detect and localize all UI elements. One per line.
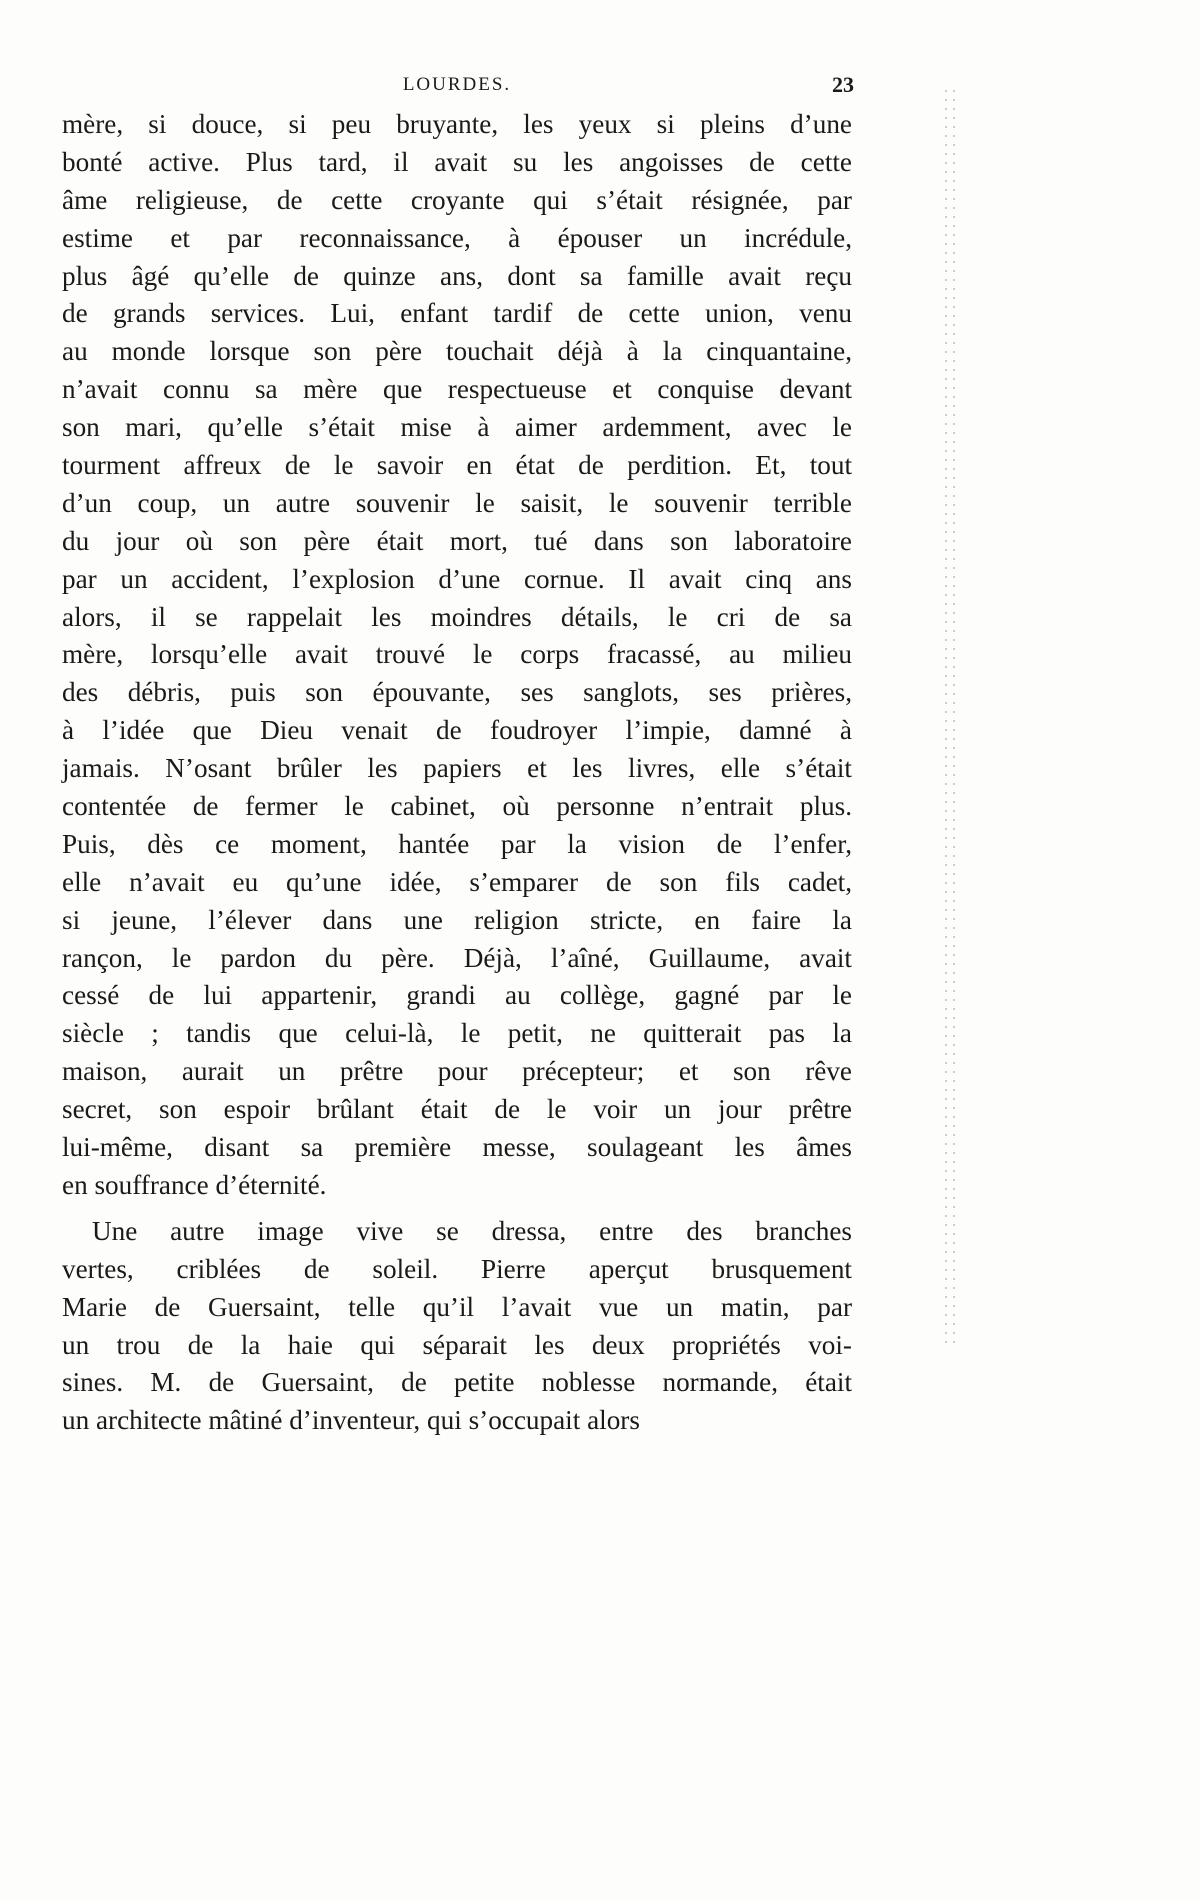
- text-line: si jeune, l’élever dans une religion stricte, en faire la: [62, 904, 852, 935]
- text-line: cessé de lui appartenir, grandi au collège, gagné par le: [62, 980, 852, 1011]
- text-line: maison, aurait un prêtre pour précepteur; et son rêve: [62, 1056, 852, 1087]
- text-line: en souffrance d’éternité.: [62, 1169, 327, 1200]
- paragraph: [62, 106, 852, 1205]
- paragraph-gap: [62, 1205, 852, 1213]
- text-line: mère, si douce, si peu bruyante, les yeux si pleins d’une: [62, 109, 852, 139]
- paragraph: [62, 1213, 852, 1440]
- text-line: estime et par reconnaissance, à épouser un incrédule,: [62, 222, 852, 253]
- text-line: lui-même, disant sa première messe, soulageant les âmes: [62, 1132, 852, 1163]
- text-line: vertes, criblées de soleil. Pierre aperçut brusquement: [62, 1253, 852, 1284]
- text-line: n’avait connu sa mère que respectueuse et conquise devant: [62, 374, 852, 405]
- text-line: au monde lorsque son père touchait déjà à la cinquantaine,: [62, 336, 852, 367]
- text-line: d’un coup, un autre souvenir le saisit, le souvenir terrible: [62, 487, 852, 518]
- text-line: tourment affreux de le savoir en état de perdition. Et, tout: [62, 450, 852, 481]
- text-line: Marie de Guersaint, telle qu’il l’avait vue un matin, par: [62, 1291, 852, 1322]
- text-line: par un accident, l’explosion d’une cornue. Il avait cinq ans: [62, 563, 852, 594]
- text-line: un trou de la haie qui séparait les deux propriétés voi-: [62, 1329, 852, 1360]
- text-line: de grands services. Lui, enfant tardif de cette union, venu: [62, 298, 852, 329]
- text-line: rançon, le pardon du père. Déjà, l’aîné, Guillaume, avait: [62, 942, 852, 973]
- text-line: elle n’avait eu qu’une idée, s’emparer de son fils cadet,: [62, 866, 852, 897]
- scan-edge-marks: [938, 90, 962, 1350]
- text-line: alors, il se rappelait les moindres détails, le cri de sa: [62, 601, 852, 632]
- text-line: Une autre image vive se dressa, entre des branches: [92, 1215, 852, 1246]
- text-line: Puis, dès ce moment, hantée par la vision de l’enfer,: [62, 828, 852, 859]
- running-title: LOURDES.: [402, 74, 512, 95]
- text-line: plus âgé qu’elle de quinze ans, dont sa famille avait reçu: [62, 260, 852, 291]
- text-line: un architecte mâtiné d’inventeur, qui s’occupait alors: [62, 1405, 640, 1436]
- text-line: son mari, qu’elle s’était mise à aimer ardemment, avec le: [62, 412, 852, 443]
- text-line: bonté active. Plus tard, il avait su les angoisses de cette: [62, 146, 852, 177]
- text-line: à l’idée que Dieu venait de foudroyer l’impie, damné à: [62, 715, 852, 746]
- text-line: du jour où son père était mort, tué dans son laboratoire: [62, 525, 852, 556]
- text-line: sines. M. de Guersaint, de petite noblesse normande, était: [62, 1367, 852, 1398]
- text-line: mère, lorsqu’elle avait trouvé le corps fracassé, au milieu: [62, 639, 852, 670]
- text-line: contentée de fermer le cabinet, où personne n’entrait plus.: [62, 791, 852, 822]
- body-text: [62, 106, 852, 1440]
- text-line: des débris, puis son épouvante, ses sanglots, ses prières,: [62, 677, 852, 708]
- text-line: secret, son espoir brûlant était de le voir un jour prêtre: [62, 1094, 852, 1125]
- text-line: jamais. N’osant brûler les papiers et les livres, elle s’était: [62, 753, 852, 784]
- book-page: [62, 60, 852, 1440]
- running-head: [62, 60, 852, 106]
- paragraphs: [62, 106, 852, 1440]
- page-number: 23: [832, 72, 854, 97]
- text-line: siècle ; tandis que celui-là, le petit, ne quitterait pas la: [62, 1018, 852, 1049]
- text-line: âme religieuse, de cette croyante qui s’était résignée, par: [62, 184, 852, 215]
